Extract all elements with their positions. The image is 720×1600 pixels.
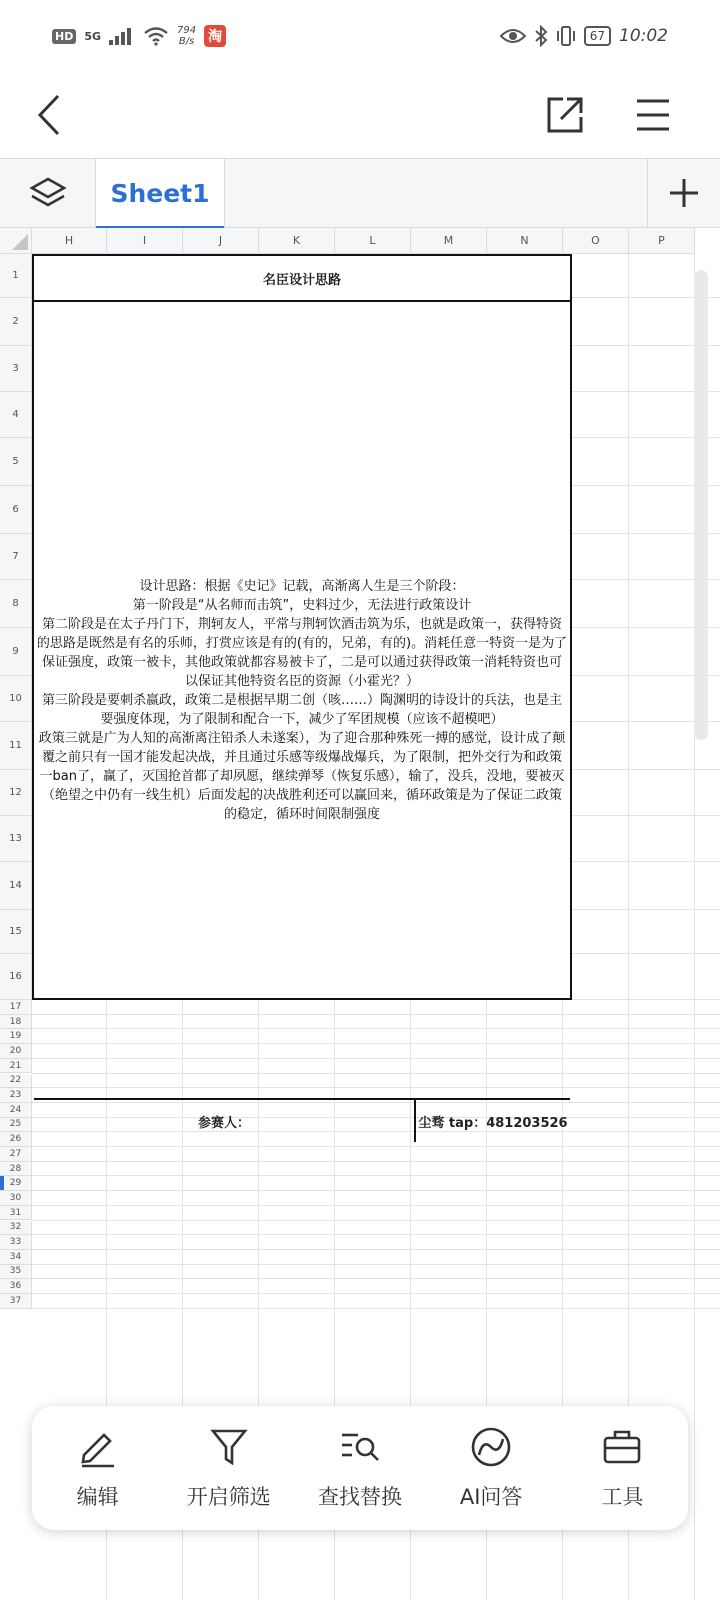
row-header-12[interactable]: 12	[0, 770, 32, 816]
share-external-icon	[545, 95, 585, 135]
network-type: 5G	[84, 29, 102, 43]
bottom-toolbar	[32, 1406, 688, 1530]
layers-icon	[29, 176, 67, 210]
row-header-15[interactable]: 15	[0, 910, 32, 954]
column-header-p[interactable]: P	[629, 228, 695, 254]
filter-icon	[207, 1425, 251, 1469]
vertical-scrollbar[interactable]	[694, 270, 708, 740]
hamburger-menu-icon	[635, 98, 671, 132]
ai-qa-label: AI问答	[459, 1485, 523, 1509]
row-header-28[interactable]: 28	[0, 1162, 32, 1177]
pencil-icon	[76, 1425, 120, 1469]
row-header-17[interactable]: 17	[0, 1000, 32, 1015]
row-header-2[interactable]: 2	[0, 298, 32, 346]
add-sheet-button[interactable]	[647, 159, 720, 227]
tools-label: 工具	[601, 1485, 644, 1509]
tab-sheet1[interactable]: Sheet1	[95, 159, 225, 228]
grid-row-line	[32, 1264, 720, 1265]
tools-button[interactable]	[558, 1413, 686, 1523]
cell-author[interactable]: 尘骛 tap：481203526	[416, 1098, 570, 1142]
status-right	[500, 25, 668, 47]
grid-row-line	[32, 1161, 720, 1162]
row-header-19[interactable]: 19	[0, 1029, 32, 1044]
sheet-tab-bar	[0, 158, 720, 228]
row-header-11[interactable]: 11	[0, 722, 32, 770]
row-header-13[interactable]: 13	[0, 816, 32, 862]
row-header-3[interactable]: 3	[0, 346, 32, 392]
row-header-27[interactable]: 27	[0, 1147, 32, 1162]
row-header-22[interactable]: 22	[0, 1074, 32, 1089]
hd-badge: HD	[52, 29, 76, 44]
spreadsheet-grid[interactable]	[0, 228, 720, 1600]
row-header-10[interactable]: 10	[0, 676, 32, 722]
battery-indicator: 67	[584, 26, 611, 46]
column-header-n[interactable]: N	[487, 228, 563, 254]
row-header-35[interactable]: 35	[0, 1265, 32, 1280]
edit-label: 编辑	[76, 1485, 119, 1509]
ai-qa-button[interactable]	[427, 1413, 555, 1523]
row-header-36[interactable]: 36	[0, 1279, 32, 1294]
cell-body[interactable]	[34, 302, 570, 1098]
speed-unit: B/s	[178, 36, 195, 47]
column-header-j[interactable]: J	[183, 228, 259, 254]
row-header-1[interactable]: 1	[0, 254, 32, 298]
find-replace-button[interactable]	[296, 1413, 424, 1523]
app-bar	[0, 72, 720, 158]
grid-row-line	[32, 1146, 720, 1147]
row-header-5[interactable]: 5	[0, 438, 32, 486]
column-header-k[interactable]: K	[259, 228, 335, 254]
row-header-24[interactable]: 24	[0, 1103, 32, 1118]
filter-button[interactable]	[165, 1413, 293, 1523]
grid-row-line	[32, 1220, 720, 1221]
edit-button[interactable]	[34, 1413, 162, 1523]
row-header-32[interactable]: 32	[0, 1221, 32, 1236]
eye-icon	[500, 27, 526, 45]
row-header-25[interactable]: 25	[0, 1118, 32, 1133]
menu-button[interactable]	[628, 90, 678, 140]
active-row-indicator	[0, 1176, 4, 1190]
chevron-left-icon	[34, 93, 64, 137]
grid-row-line	[32, 1190, 720, 1191]
ai-icon	[469, 1425, 513, 1469]
grid-row-line	[32, 1278, 720, 1279]
merged-content-block[interactable]	[32, 254, 572, 1131]
row-header-30[interactable]: 30	[0, 1191, 32, 1206]
row-header-16[interactable]: 16	[0, 954, 32, 1000]
bluetooth-icon	[534, 25, 548, 47]
row-header-23[interactable]: 23	[0, 1088, 32, 1103]
share-button[interactable]	[540, 90, 590, 140]
row-header-20[interactable]: 20	[0, 1044, 32, 1059]
column-header-i[interactable]: I	[107, 228, 183, 254]
filter-label: 开启筛选	[186, 1485, 271, 1509]
row-header-26[interactable]: 26	[0, 1132, 32, 1147]
vibrate-icon	[556, 25, 576, 47]
clock: 10:02	[619, 26, 668, 46]
status-bar	[0, 0, 720, 72]
column-header-l[interactable]: L	[335, 228, 411, 254]
row-header-18[interactable]: 18	[0, 1015, 32, 1030]
grid-row-line	[32, 1293, 720, 1294]
row-header-21[interactable]: 21	[0, 1059, 32, 1074]
row-header-14[interactable]: 14	[0, 862, 32, 910]
row-header-31[interactable]: 31	[0, 1206, 32, 1221]
column-header-h[interactable]: H	[32, 228, 107, 254]
grid-row-line	[32, 1308, 720, 1309]
select-all-corner[interactable]	[0, 228, 32, 254]
row-header-34[interactable]: 34	[0, 1250, 32, 1265]
row-header-8[interactable]: 8	[0, 580, 32, 628]
grid-column-line	[628, 254, 629, 1600]
column-header-o[interactable]: O	[563, 228, 629, 254]
signal-icon	[109, 27, 135, 45]
toolbox-icon	[600, 1425, 644, 1469]
wifi-icon	[143, 26, 169, 46]
grid-row-line	[32, 1234, 720, 1235]
design-notes-text: 设计思路：根据《史记》记载，高渐离人生是三个阶段： 第一阶段是“从名师而击筑”，史料过少，无法进行政策设计 第二阶段是在太子丹门下，荆轲友人，平常与荆轲饮酒击筑为乐，也就是政策一，获得特资的思路是既然是有名的乐师，打赏应该是有的(有的，兄弟，有的)。消耗任意一特资一是为了保证强度，政策一被卡，其他政策就都容易被卡了，二是可以通过获得政策一消耗特资也可以保证其他特资名臣的资源（小霍光？） 第三阶段是要刺杀嬴政，政策二是根据早期二创（咳……）陶渊明的诗设计的兵法，也是主要强度体现，为了限制和配合一下，减少了军团规模（应该不超模吧） 政策三就是广为人知的高渐离注铅杀人未遂案），为了迎合那种殊死一搏的感觉，设计成了颠覆之前只有一国才能发起决战，并且通过乐感等级爆战爆兵，为了限制，把外交行为和政策一ban了，赢了，灭国抢首都了却夙愿，继续弹琴（恢复乐感），输了，没兵，没地，要被灭（绝望之中仍有一线生机）后面发起的决战胜利还可以赢回来，循环政策是为了保证二政策的稳定，循环时间限制强度	[36, 578, 568, 822]
sheet-list-button[interactable]	[0, 159, 95, 227]
row-header-6[interactable]: 6	[0, 486, 32, 534]
grid-row-line	[32, 1205, 720, 1206]
row-header-7[interactable]: 7	[0, 534, 32, 580]
back-button[interactable]	[24, 90, 74, 140]
status-left	[52, 25, 226, 47]
grid-row-line	[32, 1175, 720, 1176]
find-replace-icon	[338, 1425, 382, 1469]
cell-title[interactable]: 名臣设计思路	[34, 256, 570, 302]
find-replace-label: 查找替换	[317, 1485, 402, 1509]
row-header-29[interactable]: 29	[0, 1176, 32, 1191]
speed-value: 794	[177, 25, 197, 36]
plus-icon	[668, 177, 700, 209]
taobao-app-icon: 淘	[204, 25, 226, 47]
cell-participant[interactable]: 参赛人：	[34, 1098, 416, 1142]
grid-row-line	[32, 1249, 720, 1250]
row-header-33[interactable]: 33	[0, 1235, 32, 1250]
row-header-9[interactable]: 9	[0, 628, 32, 676]
row-header-4[interactable]: 4	[0, 392, 32, 438]
network-speed	[177, 25, 196, 47]
column-header-m[interactable]: M	[411, 228, 487, 254]
row-header-37[interactable]: 37	[0, 1294, 32, 1309]
